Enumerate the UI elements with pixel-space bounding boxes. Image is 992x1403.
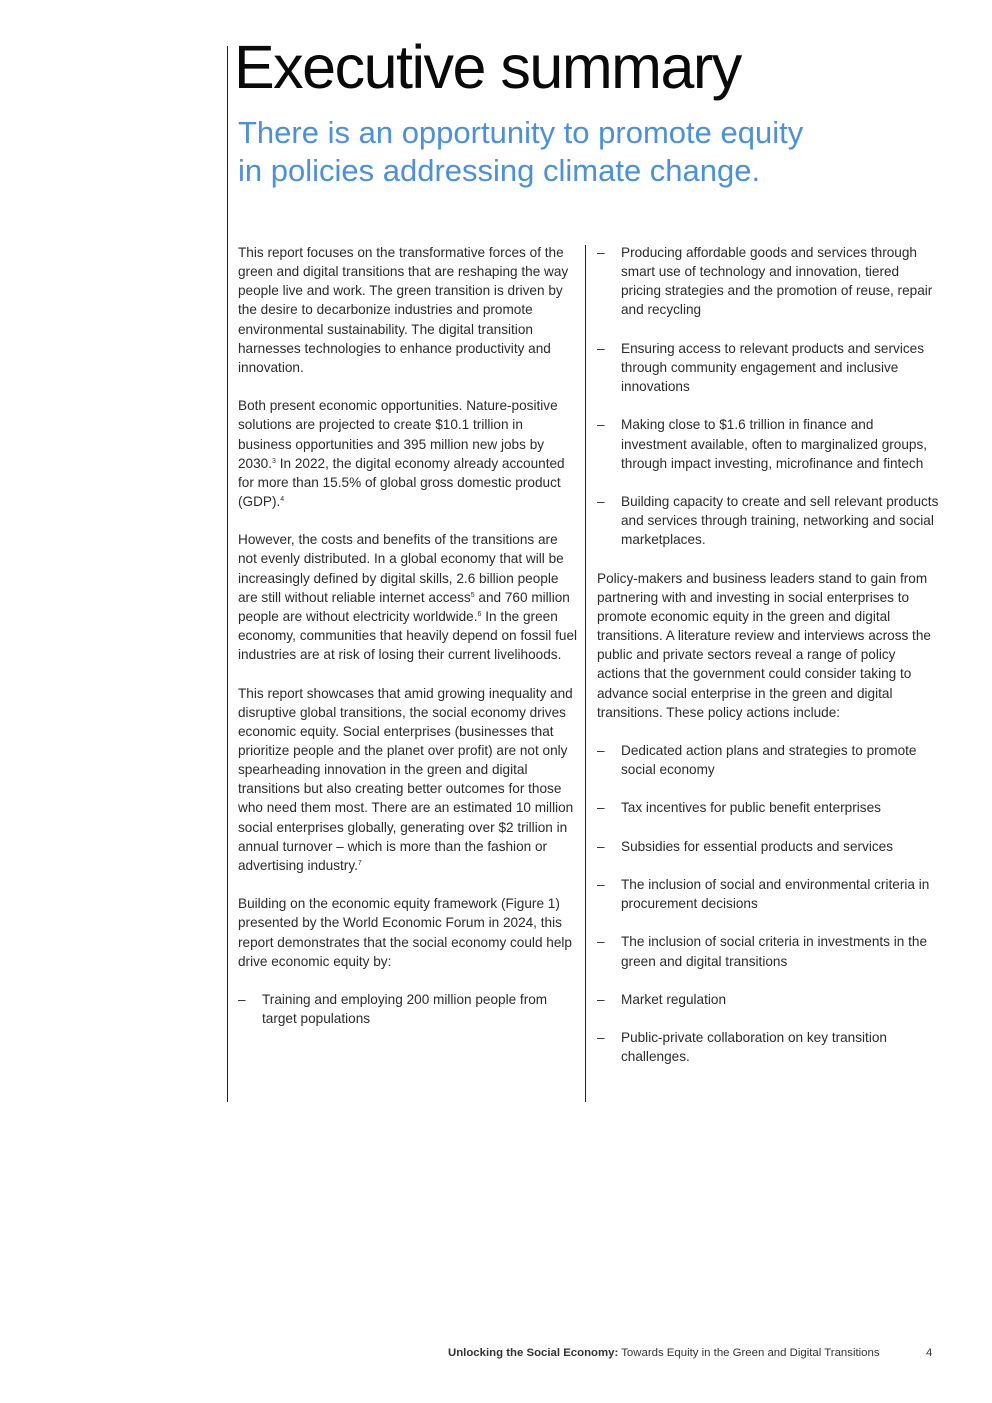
page-subtitle xyxy=(238,114,878,190)
footnote-ref[interactable]: 5 xyxy=(470,591,475,599)
list-item-text: Ensuring access to relevant products and services through community engagement and inclusive innovations xyxy=(621,340,924,395)
list-item xyxy=(597,339,942,396)
intro-paragraph: This report focuses on the transformative forces of the green and digital transitions that are reshaping the way people live and work. The green transition is driven by the desire to decarbonize industries and promote environmental sustainability. The digital transition harnesses technologies to enhance productivity and innovation. xyxy=(238,245,569,375)
opportunities-text-b: In 2022, the digital economy already accounted for more than 15.5% of global gross domestic product (GDP). xyxy=(238,455,565,510)
bullet-dash: – xyxy=(597,800,605,816)
footnote-ref[interactable]: 3 xyxy=(272,457,276,465)
list-item xyxy=(597,1028,942,1066)
list-item-text: The inclusion of social and environmental criteria in procurement decisions xyxy=(621,877,930,912)
list-item xyxy=(597,875,942,913)
opportunities-text-a: Both present economic opportunities. Nature-positive solutions are projected to create $10.1 trillion in business opportunities and 395 million new jobs by 2030. xyxy=(238,398,558,471)
page-number: 4 xyxy=(926,1347,933,1359)
bullet-dash: – xyxy=(597,838,605,854)
list-item-text: Market regulation xyxy=(621,991,727,1007)
subtitle-line-1: There is an opportunity to promote equity xyxy=(238,115,804,150)
list-item-text: Subsidies for essential products and services xyxy=(621,838,894,854)
page-title: Executive summary xyxy=(234,33,741,101)
bullet-dash: – xyxy=(597,877,605,893)
bullet-dash: – xyxy=(597,417,605,433)
list-item xyxy=(597,741,942,779)
distribution-text-b: and 760 million people are without electricity worldwide. xyxy=(238,589,570,624)
list-item-text: Tax incentives for public benefit enterprises xyxy=(621,800,881,816)
social-economy-text: This report showcases that amid growing inequality and disruptive global transitions, the social economy drives economic equity. Social enterprises (businesses that prioritize people and the planet over profit) are not only spearheading innovation in the green and digital transitions but also creating better outcomes for those who need them most. There are an estimated 10 million social enterprises globally, generating over $2 trillion in annual turnover – which is more than the fashion or advertising industry. xyxy=(238,685,574,873)
column-divider-rule xyxy=(585,245,586,1102)
list-item xyxy=(597,837,942,856)
left-vertical-rule xyxy=(227,46,228,1102)
bullet-dash: – xyxy=(597,934,605,950)
equity-drivers-list-continued xyxy=(597,243,942,549)
list-item-text: Making close to $1.6 trillion in finance and investment available, often to marginalized groups, through impact investing, microfinance and fintech xyxy=(621,417,928,471)
list-item-text: Producing affordable goods and services through smart use of technology and innovation, tiered pricing strategies and the promotion of reuse, repair and recycling xyxy=(621,245,933,318)
list-item xyxy=(597,932,942,970)
right-text-column xyxy=(597,243,942,1086)
list-item xyxy=(597,798,942,817)
list-item xyxy=(597,990,942,1009)
subtitle-line-2: in policies addressing climate change. xyxy=(238,153,761,188)
distribution-paragraph xyxy=(238,530,578,664)
equity-drivers-list xyxy=(238,990,578,1028)
footnote-ref[interactable]: 4 xyxy=(280,496,285,504)
footer-report-title: Unlocking the Social Economy: xyxy=(448,1347,619,1359)
list-item-text: Dedicated action plans and strategies to promote social economy xyxy=(621,742,917,778)
distribution-text-c: In the green economy, communities that heavily depend on fossil fuel industries are at risk of losing their current livelihoods. xyxy=(238,608,578,663)
bullet-dash: – xyxy=(597,991,605,1007)
social-economy-paragraph xyxy=(238,684,578,876)
list-item-text: The inclusion of social criteria in investments in the green and digital transitions xyxy=(621,934,927,969)
distribution-text-a: However, the costs and benefits of the transitions are not evenly distributed. In a global economy that will be increasingly defined by digital skills, 2.6 billion people are still without reliable internet access xyxy=(238,532,564,605)
list-item-text: Building capacity to create and sell relevant products and services through training, networking and social marketplaces. xyxy=(621,493,939,548)
footnote-ref[interactable]: 7 xyxy=(357,859,362,867)
policy-paragraph: Policy-makers and business leaders stand to gain from partnering with and investing in social enterprises to promote economic equity in the green and digital transitions. A literature review and interviews across the public and private sectors reveal a range of policy actions that the government could consider taking to advance social enterprise in the green and digital transitions. These policy actions include: xyxy=(597,570,931,720)
list-item-text: Training and employing 200 million people from target populations xyxy=(262,992,548,1027)
bullet-dash: – xyxy=(597,245,605,260)
list-item xyxy=(238,990,578,1028)
list-item xyxy=(597,243,942,320)
opportunities-paragraph xyxy=(238,396,578,511)
footnote-ref[interactable]: 6 xyxy=(477,610,482,618)
bullet-dash: – xyxy=(597,1030,605,1046)
bullet-dash: – xyxy=(597,493,605,509)
list-item-text: Public-private collaboration on key transition challenges. xyxy=(621,1030,887,1065)
policy-actions-list xyxy=(597,741,942,1067)
running-footer xyxy=(448,1347,880,1359)
framework-paragraph: Building on the economic equity framework (Figure 1) presented by the World Economic Forum in 2024, this report demonstrates that the social economy could help drive economic equity by: xyxy=(238,896,572,969)
bullet-dash: – xyxy=(238,992,246,1008)
left-text-column xyxy=(238,243,578,1047)
footer-report-subtitle: Towards Equity in the Green and Digital Transitions xyxy=(618,1347,880,1359)
list-item xyxy=(597,492,942,549)
bullet-dash: – xyxy=(597,340,605,356)
bullet-dash: – xyxy=(597,742,605,758)
list-item xyxy=(597,415,942,472)
